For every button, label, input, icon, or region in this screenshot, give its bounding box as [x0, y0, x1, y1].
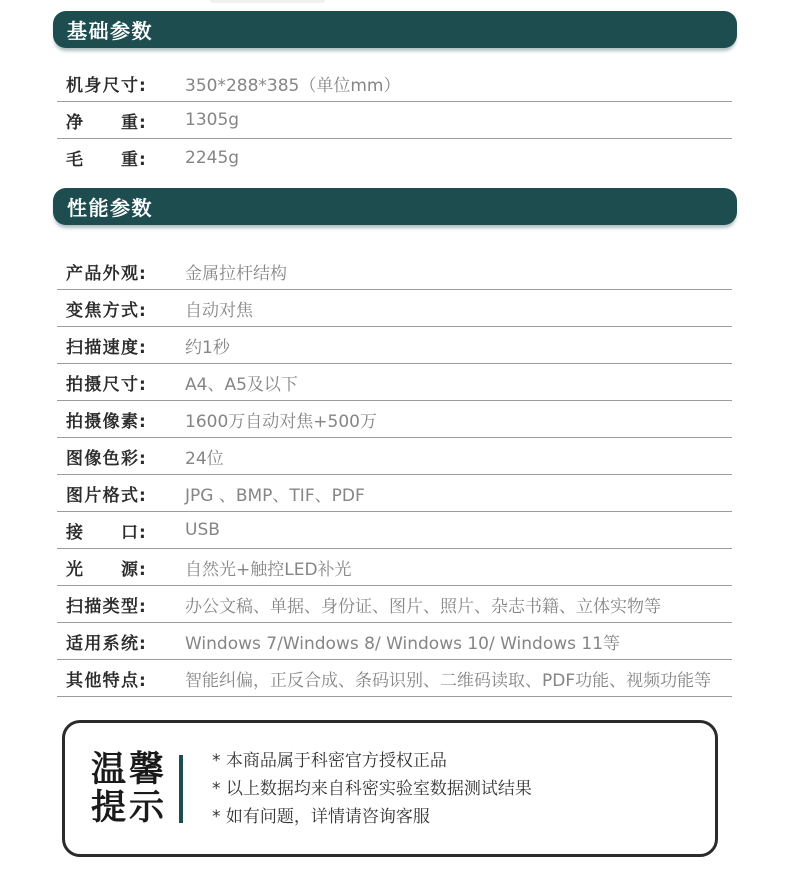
spec-row-scan-types	[57, 586, 732, 623]
spec-row-shoot-size	[57, 364, 732, 401]
section-header-basic	[53, 11, 737, 48]
tips-note: * 如有问题，详情请咨询客服	[212, 806, 430, 827]
spec-row-scan-speed	[57, 327, 732, 364]
tips-note: * 本商品属于科密官方授权正品	[212, 750, 447, 771]
spec-value: 自动对焦	[185, 300, 253, 321]
spec-value: Windows 7/Windows 8/ Windows 10/ Windows 11等	[185, 633, 621, 654]
spec-row-light-source	[57, 549, 732, 586]
spec-row-image-format	[57, 475, 732, 512]
spec-label: 图像色彩 :	[66, 448, 146, 469]
spec-value: 24位	[185, 448, 224, 469]
spec-label: 图片格式 :	[66, 485, 146, 506]
spec-label: 机身尺寸 :	[66, 75, 146, 96]
spec-row-pixels	[57, 401, 732, 438]
spec-sheet	[53, 11, 737, 857]
spec-value: 2245g	[185, 147, 240, 168]
spec-value: A4、A5及以下	[185, 374, 298, 395]
spec-row-focus-mode	[57, 290, 732, 327]
spec-value: 自然光+触控LED补光	[185, 559, 352, 580]
spec-row-os-support	[57, 623, 732, 660]
spec-row-interface	[57, 512, 732, 549]
tips-divider	[179, 755, 183, 823]
section-title: 基础参数	[67, 19, 153, 43]
spec-value: 金属拉杆结构	[185, 263, 287, 284]
spec-row-other-features	[57, 660, 732, 697]
spec-value: 约1秒	[185, 337, 230, 358]
basic-spec-table	[57, 65, 732, 176]
section-header-performance	[53, 188, 737, 225]
spec-row-color-depth	[57, 438, 732, 475]
spec-row-appearance	[57, 253, 732, 290]
cropped-previous-section-fragment	[210, 0, 325, 3]
spec-label: 接口 :	[66, 522, 146, 543]
spec-row-body-size	[57, 65, 732, 102]
spec-label: 适用系统 :	[66, 633, 146, 654]
spec-label: 其他特点 :	[66, 670, 146, 691]
spec-label: 拍摄像素 :	[66, 411, 146, 432]
spec-value: 1600万自动对焦+500万	[185, 411, 377, 432]
spec-row-net-weight	[57, 102, 732, 139]
tips-box	[62, 720, 718, 857]
tips-title	[91, 751, 167, 827]
spec-label: 扫描类型 :	[66, 596, 146, 617]
spec-label: 变焦方式 :	[66, 300, 146, 321]
spec-value: USB	[185, 520, 220, 540]
spec-label: 扫描速度 :	[66, 337, 146, 358]
spec-label: 产品外观 :	[66, 263, 146, 284]
spec-value: 350*288*385（单位mm）	[185, 75, 401, 96]
spec-value: 智能纠偏，正反合成、条码识别、二维码读取、PDF功能、视频功能等	[185, 670, 712, 691]
spec-label: 拍摄尺寸 :	[66, 374, 146, 395]
spec-label: 光源 :	[66, 559, 146, 580]
tips-title-line2: 提示	[91, 787, 168, 828]
section-title: 性能参数	[67, 196, 153, 220]
spec-label: 毛重 :	[66, 150, 146, 170]
tips-title-line1: 温馨	[91, 749, 168, 790]
spec-value: JPG 、BMP、TIF、PDF	[185, 485, 365, 506]
tips-notes	[212, 747, 532, 831]
tips-note: * 以上数据均来自科密实验室数据测试结果	[212, 778, 532, 799]
spec-value: 办公文稿、单据、身份证、图片、照片、杂志书籍、立体实物等	[185, 596, 661, 617]
spec-label: 净重 :	[66, 112, 146, 133]
performance-spec-table	[57, 253, 732, 697]
spec-value: 1305g	[185, 110, 240, 130]
spec-row-gross-weight	[57, 139, 732, 176]
